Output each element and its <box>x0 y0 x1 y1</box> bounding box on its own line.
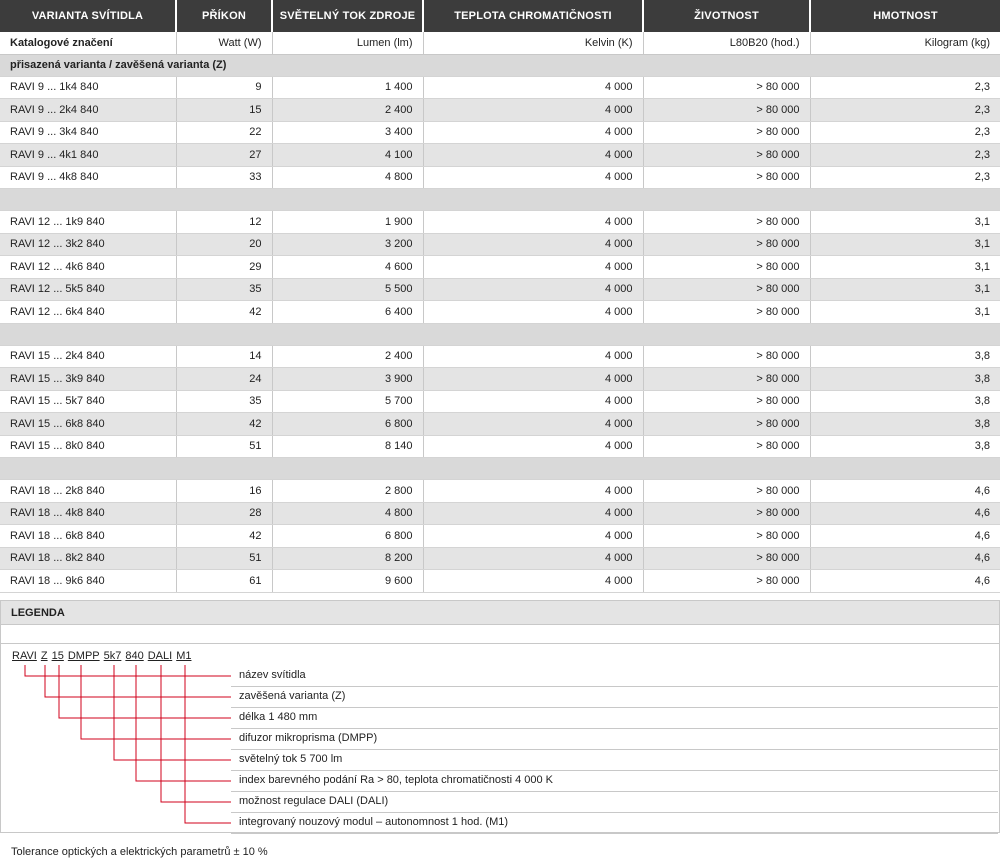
tolerance-note: Tolerance optických a elektrických parametrů ± 10 % <box>11 846 268 858</box>
table-row <box>0 76 1000 99</box>
cell-flux: 2 800 <box>272 480 423 503</box>
cell-color-temp: 4 000 <box>423 435 643 458</box>
cell-color-temp: 4 000 <box>423 502 643 525</box>
cell-color-temp: 4 000 <box>423 76 643 99</box>
table-row <box>0 435 1000 458</box>
legend-description: světelný tok 5 700 lm <box>239 753 343 765</box>
col-header-variant: VARIANTA SVÍTIDLA <box>0 0 176 32</box>
cell-variant: RAVI 9 ... 1k4 840 <box>0 76 176 99</box>
code-part: DMPP <box>67 650 100 662</box>
cell-lifetime: > 80 000 <box>643 368 810 391</box>
cell-lifetime: > 80 000 <box>643 413 810 436</box>
cell-power: 22 <box>176 121 272 144</box>
cell-lifetime: > 80 000 <box>643 301 810 324</box>
cell-weight: 2,3 <box>810 166 1000 189</box>
cell-variant: RAVI 15 ... 6k8 840 <box>0 413 176 436</box>
cell-color-temp: 4 000 <box>423 278 643 301</box>
table-row <box>0 413 1000 436</box>
cell-color-temp: 4 000 <box>423 301 643 324</box>
cell-weight: 3,1 <box>810 233 1000 256</box>
section-label: přisazená varianta / zavěšená varianta (Z) <box>0 54 1000 76</box>
cell-flux: 4 100 <box>272 144 423 167</box>
cell-color-temp: 4 000 <box>423 480 643 503</box>
table-row <box>0 256 1000 279</box>
cell-color-temp: 4 000 <box>423 345 643 368</box>
cell-variant: RAVI 18 ... 6k8 840 <box>0 525 176 548</box>
table-row <box>0 570 1000 593</box>
cell-weight: 2,3 <box>810 121 1000 144</box>
col-header-power: PŘÍKON <box>176 0 272 32</box>
cell-lifetime: > 80 000 <box>643 256 810 279</box>
cell-color-temp: 4 000 <box>423 166 643 189</box>
cell-weight: 3,8 <box>810 435 1000 458</box>
units-row <box>0 32 1000 54</box>
cell-power: 14 <box>176 345 272 368</box>
cell-weight: 3,8 <box>810 413 1000 436</box>
leader-line <box>45 665 231 697</box>
header-row <box>0 0 1000 32</box>
legend-description: difuzor mikroprisma (DMPP) <box>239 732 378 744</box>
cell-flux: 4 800 <box>272 502 423 525</box>
group-separator-cell <box>0 323 1000 345</box>
table-row <box>0 301 1000 324</box>
cell-flux: 8 200 <box>272 547 423 570</box>
cell-lifetime: > 80 000 <box>643 278 810 301</box>
cell-color-temp: 4 000 <box>423 368 643 391</box>
code-part: RAVI <box>12 650 37 662</box>
cell-weight: 2,3 <box>810 99 1000 122</box>
cell-power: 61 <box>176 570 272 593</box>
cell-lifetime: > 80 000 <box>643 570 810 593</box>
cell-lifetime: > 80 000 <box>643 525 810 548</box>
cell-variant: RAVI 12 ... 5k5 840 <box>0 278 176 301</box>
cell-flux: 6 800 <box>272 413 423 436</box>
table-row <box>0 233 1000 256</box>
group-separator-cell <box>0 458 1000 480</box>
cell-power: 24 <box>176 368 272 391</box>
group-separator-cell <box>0 189 1000 211</box>
cell-flux: 4 800 <box>272 166 423 189</box>
code-part: DALI <box>147 650 173 662</box>
cell-power: 35 <box>176 278 272 301</box>
table-row <box>0 144 1000 167</box>
cell-color-temp: 4 000 <box>423 525 643 548</box>
cell-power: 9 <box>176 76 272 99</box>
cell-power: 29 <box>176 256 272 279</box>
cell-lifetime: > 80 000 <box>643 211 810 234</box>
cell-lifetime: > 80 000 <box>643 121 810 144</box>
cell-lifetime: > 80 000 <box>643 166 810 189</box>
cell-variant: RAVI 12 ... 1k9 840 <box>0 211 176 234</box>
legend-description: délka 1 480 mm <box>239 711 318 723</box>
legend-title: LEGENDA <box>1 601 999 624</box>
cell-flux: 4 600 <box>272 256 423 279</box>
code-part: M1 <box>176 650 192 662</box>
col-header-color-temperature: TEPLOTA CHROMATIČNOSTI <box>423 0 643 32</box>
group-separator <box>0 323 1000 345</box>
leader-line <box>25 665 231 676</box>
cell-power: 42 <box>176 301 272 324</box>
cell-lifetime: > 80 000 <box>643 502 810 525</box>
cell-flux: 3 900 <box>272 368 423 391</box>
cell-flux: 3 200 <box>272 233 423 256</box>
cell-flux: 1 400 <box>272 76 423 99</box>
cell-flux: 6 400 <box>272 301 423 324</box>
cell-lifetime: > 80 000 <box>643 480 810 503</box>
cell-variant: RAVI 18 ... 9k6 840 <box>0 570 176 593</box>
cell-color-temp: 4 000 <box>423 144 643 167</box>
cell-lifetime: > 80 000 <box>643 144 810 167</box>
cell-weight: 2,3 <box>810 144 1000 167</box>
unit-lifetime: L80B20 (hod.) <box>643 32 810 54</box>
cell-lifetime: > 80 000 <box>643 76 810 99</box>
cell-lifetime: > 80 000 <box>643 435 810 458</box>
cell-power: 35 <box>176 390 272 413</box>
code-part: Z <box>40 650 48 662</box>
legend-row-divider <box>231 833 998 834</box>
cell-variant: RAVI 18 ... 8k2 840 <box>0 547 176 570</box>
cell-variant: RAVI 15 ... 5k7 840 <box>0 390 176 413</box>
group-separator <box>0 189 1000 211</box>
legend-leader-lines <box>1 601 999 832</box>
cell-lifetime: > 80 000 <box>643 390 810 413</box>
cell-flux: 6 800 <box>272 525 423 548</box>
cell-color-temp: 4 000 <box>423 121 643 144</box>
legend-description: integrovaný nouzový modul – autonomnost 1 hod. (M1) <box>239 816 509 828</box>
legend-description: název svítidla <box>239 669 306 681</box>
cell-power: 27 <box>176 144 272 167</box>
leader-line <box>114 665 231 760</box>
legend-description: možnost regulace DALI (DALI) <box>239 795 389 807</box>
table-row <box>0 502 1000 525</box>
unit-kilogram: Kilogram (kg) <box>810 32 1000 54</box>
cell-flux: 1 900 <box>272 211 423 234</box>
cell-color-temp: 4 000 <box>423 256 643 279</box>
unit-watt: Watt (W) <box>176 32 272 54</box>
table-row <box>0 525 1000 548</box>
cell-flux: 8 140 <box>272 435 423 458</box>
table-row <box>0 121 1000 144</box>
cell-color-temp: 4 000 <box>423 99 643 122</box>
unit-lumen: Lumen (lm) <box>272 32 423 54</box>
table-row <box>0 368 1000 391</box>
cell-flux: 2 400 <box>272 99 423 122</box>
cell-variant: RAVI 18 ... 2k8 840 <box>0 480 176 503</box>
cell-color-temp: 4 000 <box>423 233 643 256</box>
cell-variant: RAVI 15 ... 2k4 840 <box>0 345 176 368</box>
cell-variant: RAVI 18 ... 4k8 840 <box>0 502 176 525</box>
table-row <box>0 345 1000 368</box>
code-part: 15 <box>51 650 64 662</box>
cell-color-temp: 4 000 <box>423 413 643 436</box>
cell-variant: RAVI 12 ... 6k4 840 <box>0 301 176 324</box>
cell-weight: 4,6 <box>810 525 1000 548</box>
cell-color-temp: 4 000 <box>423 570 643 593</box>
cell-weight: 4,6 <box>810 547 1000 570</box>
legend-description: zavěšená varianta (Z) <box>239 690 346 702</box>
cell-weight: 4,6 <box>810 570 1000 593</box>
unit-catalog: Katalogové značení <box>0 32 176 54</box>
cell-weight: 4,6 <box>810 480 1000 503</box>
cell-power: 42 <box>176 525 272 548</box>
table-row <box>0 278 1000 301</box>
cell-variant: RAVI 9 ... 4k1 840 <box>0 144 176 167</box>
leader-line <box>185 665 231 823</box>
cell-variant: RAVI 12 ... 3k2 840 <box>0 233 176 256</box>
table-row <box>0 99 1000 122</box>
cell-color-temp: 4 000 <box>423 211 643 234</box>
legend-description: index barevného podání Ra > 80, teplota chromatičnosti 4 000 K <box>239 774 554 786</box>
cell-weight: 3,1 <box>810 301 1000 324</box>
table-row <box>0 211 1000 234</box>
cell-variant: RAVI 12 ... 4k6 840 <box>0 256 176 279</box>
cell-power: 42 <box>176 413 272 436</box>
cell-power: 33 <box>176 166 272 189</box>
cell-power: 16 <box>176 480 272 503</box>
cell-power: 20 <box>176 233 272 256</box>
code-part: 5k7 <box>103 650 122 662</box>
cell-variant: RAVI 9 ... 2k4 840 <box>0 99 176 122</box>
col-header-weight: HMOTNOST <box>810 0 1000 32</box>
cell-flux: 5 500 <box>272 278 423 301</box>
cell-weight: 3,8 <box>810 345 1000 368</box>
cell-power: 15 <box>176 99 272 122</box>
section-row <box>0 54 1000 76</box>
cell-weight: 3,8 <box>810 390 1000 413</box>
cell-lifetime: > 80 000 <box>643 547 810 570</box>
cell-weight: 4,6 <box>810 502 1000 525</box>
cell-flux: 2 400 <box>272 345 423 368</box>
table-row <box>0 480 1000 503</box>
cell-lifetime: > 80 000 <box>643 233 810 256</box>
cell-variant: RAVI 15 ... 8k0 840 <box>0 435 176 458</box>
cell-weight: 3,1 <box>810 278 1000 301</box>
cell-flux: 3 400 <box>272 121 423 144</box>
cell-lifetime: > 80 000 <box>643 99 810 122</box>
cell-weight: 3,8 <box>810 368 1000 391</box>
cell-weight: 3,1 <box>810 256 1000 279</box>
group-separator <box>0 458 1000 480</box>
code-part: 840 <box>125 650 144 662</box>
cell-color-temp: 4 000 <box>423 390 643 413</box>
cell-lifetime: > 80 000 <box>643 345 810 368</box>
cell-variant: RAVI 15 ... 3k9 840 <box>0 368 176 391</box>
legend-box <box>0 600 1000 833</box>
leader-line <box>59 665 231 718</box>
col-header-luminous-flux: SVĚTELNÝ TOK ZDROJE <box>272 0 423 32</box>
cell-weight: 2,3 <box>810 76 1000 99</box>
table-row <box>0 390 1000 413</box>
cell-color-temp: 4 000 <box>423 547 643 570</box>
unit-kelvin: Kelvin (K) <box>423 32 643 54</box>
leader-line <box>136 665 231 781</box>
cell-power: 51 <box>176 435 272 458</box>
cell-flux: 5 700 <box>272 390 423 413</box>
table-row <box>0 547 1000 570</box>
cell-weight: 3,1 <box>810 211 1000 234</box>
cell-variant: RAVI 9 ... 3k4 840 <box>0 121 176 144</box>
col-header-lifetime: ŽIVOTNOST <box>643 0 810 32</box>
cell-power: 12 <box>176 211 272 234</box>
cell-flux: 9 600 <box>272 570 423 593</box>
table-row <box>0 166 1000 189</box>
cell-variant: RAVI 9 ... 4k8 840 <box>0 166 176 189</box>
cell-power: 51 <box>176 547 272 570</box>
cell-power: 28 <box>176 502 272 525</box>
